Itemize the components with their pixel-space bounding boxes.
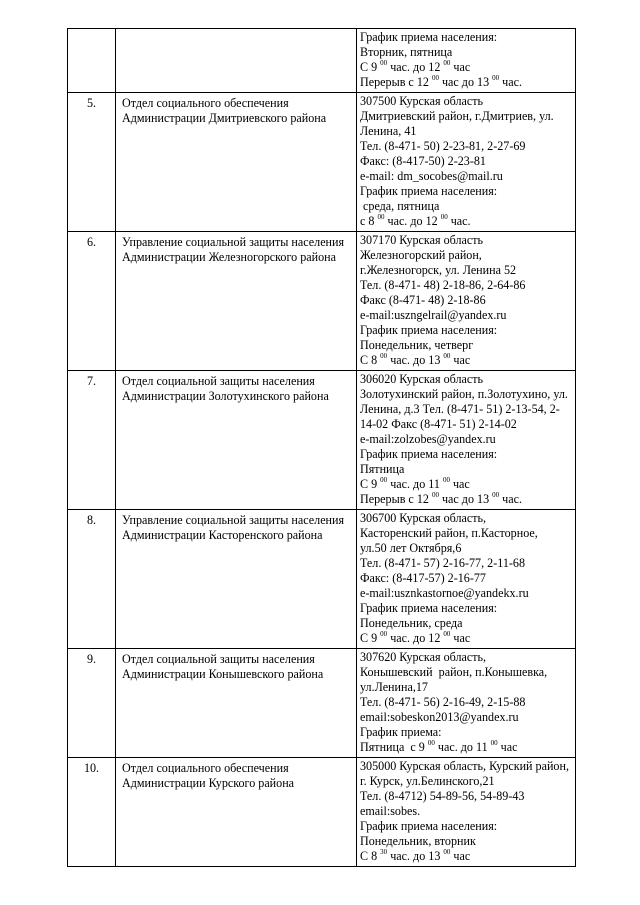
department-name: Отдел социальной защиты населения Администрации Конышевского района [116,649,357,758]
schedule-days: Понедельник, вторник [360,834,476,848]
department-name: Управление социальной защиты населения Администрации Железногорского района [116,232,357,371]
schedule-time: С 9 $^{00}$ час. до 12 $^{00}$ час [360,630,471,645]
table-row [68,232,576,371]
schedule-heading: График приема населения: [360,819,498,833]
table-row [68,371,576,510]
schedule-time: С 9 $^{00}$ час. до 11 $^{00}$ час [360,476,470,491]
phone: Тел. (8-471- 56) 2-16-49, 2-15-88 [360,695,526,709]
break-time: Перерыв с 12 $^{00}$ час до 13 $^{00}$ час. [360,491,523,506]
row-number: 7. [68,371,116,510]
table-row [68,510,576,649]
row-number [68,29,116,93]
department-name [116,29,357,93]
schedule-heading: График приема населения: [360,30,498,44]
table-row [68,29,576,93]
email: email:sobes. [360,804,421,818]
schedule-days: среда, пятница [360,199,440,213]
address-line: 305000 Курская область, Курский район, г. Курск, ул.Белинского,21 [360,759,569,788]
fax: Факс: (8-417-57) 2-16-77 [360,571,486,585]
contact-info-cell [357,649,576,758]
schedule-days: Понедельник, четверг [360,338,474,352]
schedule-time: С 8 $^{30}$ час. до 13 $^{00}$ час [360,848,471,863]
schedule-days: Понедельник, среда [360,616,463,630]
schedule-time: С 8 $^{00}$ час. до 13 $^{00}$ час [360,352,471,367]
email: e-mail:zolzobes@yandex.ru [360,432,496,446]
address-line: Касторенский район, п.Касторное, [360,526,538,540]
address-line: Железногорский район, [360,248,482,262]
contact-info-cell [357,29,576,93]
row-number: 9. [68,649,116,758]
break-time: Перерыв с 12 $^{00}$ час до 13 $^{00}$ час. [360,74,523,89]
email: email:sobeskon2013@yandex.ru [360,710,519,724]
fax: Факс (8-471- 48) 2-18-86 [360,293,486,307]
address-line: Конышевский район, п.Конышевка, [360,665,548,679]
table-row [68,758,576,867]
schedule-time: С 9 $^{00}$ час. до 12 $^{00}$ час [360,59,471,74]
address-line: ул.Ленина,17 [360,680,428,694]
address-line: ул.50 лет Октября,6 [360,541,462,555]
schedule-days: Пятница [360,462,405,476]
contact-info-cell [357,232,576,371]
department-name: Отдел социальной защиты населения Администрации Золотухинского района [116,371,357,510]
row-number: 5. [68,93,116,232]
schedule-time: Пятница с 9 $^{00}$ час. до 11 $^{00}$ час [360,739,518,754]
postal-address: 306020 Курская область [360,372,484,386]
address-line: Дмитриевский район, г.Дмитриев, ул. Ленина, 41 [360,109,554,138]
schedule-heading: График приема населения: [360,601,498,615]
row-number: 10. [68,758,116,867]
postal-address: 307500 Курская область [360,94,484,108]
phone: Тел. (8-471- 50) 2-23-81, 2-27-69 [360,139,526,153]
address-line: г.Железногорск, ул. Ленина 52 [360,263,517,277]
postal-address: 307170 Курская область [360,233,484,247]
phone: Тел. (8-471- 57) 2-16-77, 2-11-68 [360,556,525,570]
schedule-heading: График приема населения: [360,447,498,461]
schedule-days: Вторник, пятница [360,45,453,59]
email: e-mail: dm_socobes@mail.ru [360,169,503,183]
department-name: Отдел социального обеспечения Администрации Дмитриевского района [116,93,357,232]
table-row [68,93,576,232]
row-number: 6. [68,232,116,371]
email: e-mail:uszngelrail@yandex.ru [360,308,507,322]
contact-info-cell [357,371,576,510]
address-phone-fax: Золотухинский район, п.Золотухино, ул. Ленина, д.3 Тел. (8-471- 51) 2-13-54, 2-14-02 Факс (8-471- 51) 2-14-02 [360,387,568,431]
row-number: 8. [68,510,116,649]
social-protection-offices-table [67,28,576,867]
schedule-time: с 8 $^{00}$ час. до 12 $^{00}$ час. [360,213,471,228]
contact-info-cell [357,93,576,232]
schedule-heading: График приема населения: [360,323,498,337]
postal-address: 306700 Курская область, [360,511,487,525]
department-name: Отдел социального обеспечения Администрации Курского района [116,758,357,867]
phone: Тел. (8-4712) 54-89-56, 54-89-43 [360,789,525,803]
contact-info-cell [357,510,576,649]
department-name: Управление социальной защиты населения Администрации Касторенского района [116,510,357,649]
email: e-mail:usznkastornoe@yandekx.ru [360,586,529,600]
table-row [68,649,576,758]
contact-info-cell [357,758,576,867]
postal-address: 307620 Курская область, [360,650,487,664]
schedule-heading: График приема: [360,725,442,739]
phone: Тел. (8-471- 48) 2-18-86, 2-64-86 [360,278,526,292]
schedule-heading: График приема населения: [360,184,498,198]
fax: Факс: (8-417-50) 2-23-81 [360,154,486,168]
